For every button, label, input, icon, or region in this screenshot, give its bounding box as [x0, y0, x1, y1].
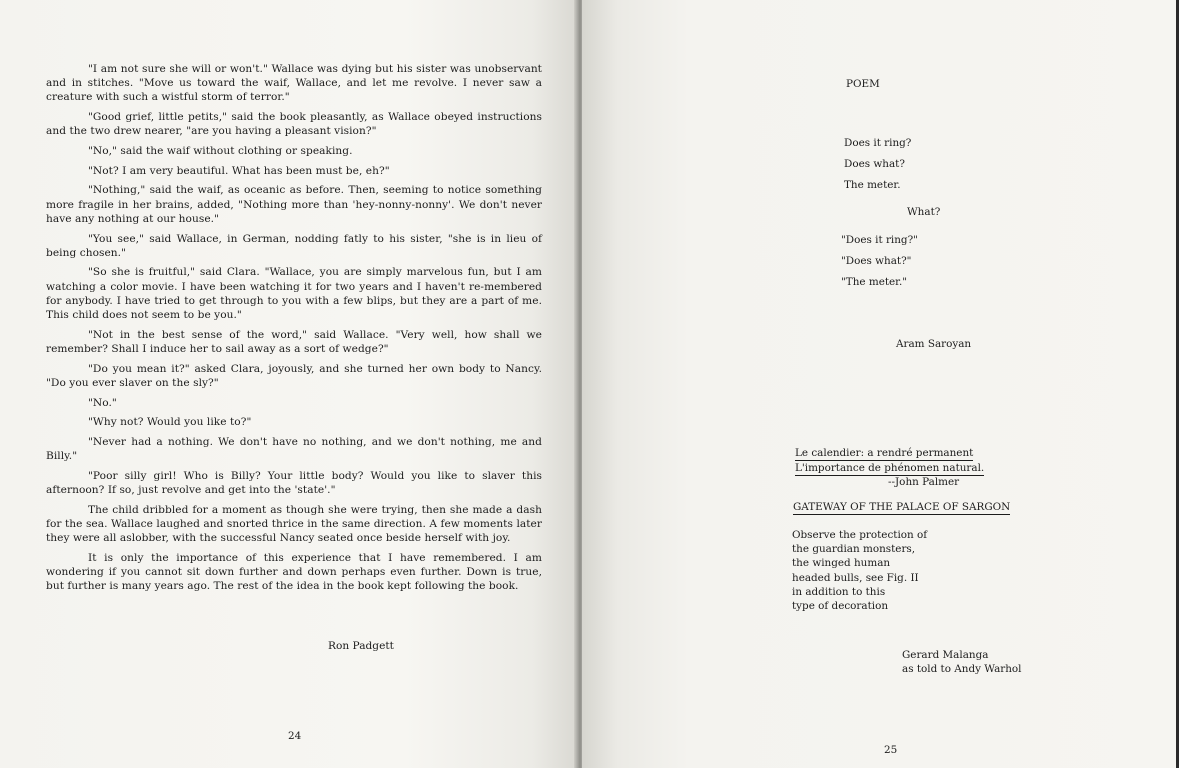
right-page [582, 0, 1176, 768]
poem-line: "Does it ring?" [841, 234, 918, 246]
calendar-line: Le calendier: a rendré permanent [795, 447, 974, 459]
credit-note: as told to Andy Warhol [902, 663, 1022, 676]
paragraph: "No," said the waif without clothing or speaking. [88, 145, 353, 158]
paragraph: "Do you mean it?" asked Clara, joyously, and she turned her own body to Nancy. "Do you ever slaver on the sly?" [46, 362, 542, 389]
paragraph: "Nothing," said the waif, as oceanic as before. Then, seeming to notice something more fragile in her brains, added, "Nothing more than 'hey-nonny-nonny'. We don't never have any nothing at our house." [46, 184, 542, 225]
poem-line: What? [907, 206, 941, 218]
gateway-text [792, 528, 927, 613]
poem-line: The meter. [844, 179, 901, 191]
poem-line: Does it ring? [844, 137, 912, 149]
poem-line: Does what? [844, 158, 905, 170]
paragraph: "Not in the best sense of the word," said Wallace. "Very well, how shall we remember? Shall I induce her to sail away as a sort of wedge?" [46, 328, 542, 355]
page-number: 24 [288, 730, 302, 742]
paragraph: "Why not? Would you like to?" [88, 416, 252, 429]
gateway-line: the guardian monsters, [792, 543, 916, 556]
paragraph: "Good grief, little petits," said the book pleasantly, as Wallace obeyed instructions and the two drew nearer, "are you having a pleasant vision?" [46, 111, 542, 138]
gateway-line: type of decoration [792, 600, 889, 613]
poem-stanza-2 [841, 230, 918, 293]
calendar-author: --John Palmer [888, 476, 960, 488]
paragraph: "So she is fruitful," said Clara. "Wallace, you are simply marvelous fun, but I am watching a color movie. I have been watching it for two years and I haven't re-membered for anybody. I have tried to get through to you with a few blips, but they are a part of me. This child does not seem to be you." [46, 266, 542, 322]
gateway-line: headed bulls, see Fig. II [792, 571, 919, 584]
poem-stanza-1 [844, 133, 911, 196]
author-signature: Ron Padgett [328, 640, 394, 652]
left-page [0, 0, 578, 768]
paragraph: "Not? I am very beautiful. What has been must be, eh?" [88, 164, 390, 177]
calendar-line: L'importance de phénomen natural. [795, 462, 985, 474]
paragraph: "Never had a nothing. We don't have no nothing, and we don't nothing, me and Billy." [46, 435, 542, 463]
gateway-line: in addition to this [792, 585, 886, 598]
credit-name: Gerard Malanga [902, 649, 989, 661]
poem-line: "The meter." [841, 276, 908, 288]
paragraph: "No." [88, 396, 117, 409]
gateway-line: Observe the protection of [792, 529, 928, 541]
paragraph: "Poor silly girl! Who is Billy? Your little body? Would you like to slaver this afternoon? If so, just revolve and get into the 'state'." [46, 469, 542, 497]
poem-line: "Does what?" [841, 255, 912, 267]
paragraph: It is only the importance of this experience that I have remembered. I am wondering if you cannot sit down further and down perhaps even further. Down is true, but further is many years ago. The rest of the idea in the book kept following the book. [46, 551, 542, 593]
page-number: 25 [884, 744, 898, 756]
paragraph: "I am not sure she will or won't." Wallace was dying but his sister was unobservant and in stitches. "Move us toward the waif, Wallace, and let me revolve. I never saw a creature with such a wistful storm of terror." [46, 63, 542, 104]
paragraph: The child dribbled for a moment as though she were trying, then she made a dash for the sea. Wallace laughed and snorted thrice in the same direction. A few moments later they were all aslobber, with the successful Nancy seated once beside herself with joy. [46, 503, 542, 545]
paragraph: "You see," said Wallace, in German, nodding fatly to his sister, "she is in lieu of being chosen." [46, 232, 542, 259]
credit [902, 648, 1022, 676]
gateway-line: the winged human [792, 557, 891, 570]
poem-author: Aram Saroyan [896, 338, 972, 350]
story-text [46, 62, 542, 599]
gateway-title: GATEWAY OF THE PALACE OF SARGON [793, 501, 1011, 513]
poem-title: POEM [846, 78, 880, 90]
